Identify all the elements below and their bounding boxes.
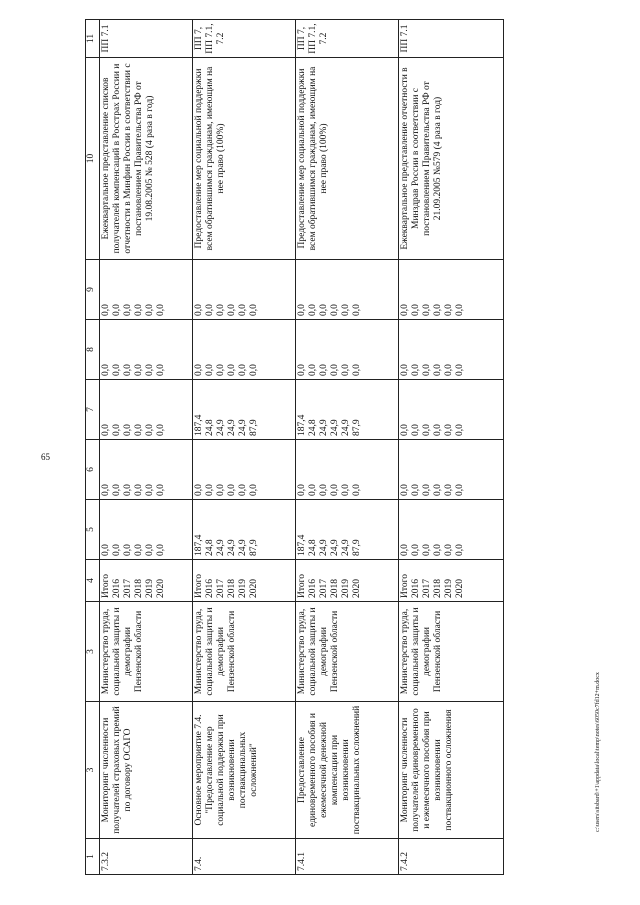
executor: Министерство труда, социальной защиты и демографии Пензенской области bbox=[296, 602, 399, 702]
rotated-table-area bbox=[85, 20, 610, 875]
activity-name: Предоставление единовременного пособия и ежемесячной денежной компенсации при возникновении поствакцинальных осложнений bbox=[296, 702, 399, 839]
table-row bbox=[296, 20, 399, 875]
indicator-link: ПП 7, ПП 7.1, 7.2 bbox=[193, 20, 296, 58]
header-cell: 3 bbox=[86, 702, 100, 839]
row-number: 7.3.2 bbox=[100, 839, 193, 875]
expected-result: Предоставление мер социальной поддержки всем обратившимся гражданам, имеющим на нее право (100%) bbox=[193, 58, 296, 260]
value-col-5: 0,0 0,0 0,0 0,0 0,0 0,0 bbox=[399, 500, 504, 560]
table-row bbox=[193, 20, 296, 875]
header-cell: 3 bbox=[86, 602, 100, 702]
years: Итого 2016 2017 2018 2019 2020 bbox=[193, 560, 296, 602]
activity-name: Мониторинг численности получателей единовременного и ежемесячного пособия при возникновении поствакционного осложнения bbox=[399, 702, 504, 839]
expected-result: Ежеквартальное представление списков получателей компенсаций в Росстрах России и отчетности в Минфин России в соответствии с постановлением Правительства РФ от 19.08.2005 № 528 (4 раза в год) bbox=[100, 58, 193, 260]
value-col-9: 0,0 0,0 0,0 0,0 0,0 0,0 bbox=[100, 260, 193, 320]
value-col-8: 0,0 0,0 0,0 0,0 0,0 0,0 bbox=[296, 320, 399, 380]
expected-result: Предоставление мер социальной поддержки всем обратившимся гражданам, имеющим на нее право (100%) bbox=[296, 58, 399, 260]
expected-result: Ежеквартальное представление отчетности в Минздрав России в соответствии с постановлением Правительства РФ от 21.09.2005 №579 (4 раза в год) bbox=[399, 58, 504, 260]
header-cell: 6 bbox=[86, 440, 100, 500]
years: Итого 2016 2017 2018 2019 2020 bbox=[296, 560, 399, 602]
value-col-7: 187,4 24,8 24,9 24,9 24,9 87,9 bbox=[296, 380, 399, 440]
header-cell: 8 bbox=[86, 320, 100, 380]
value-col-7: 187,4 24,8 24,9 24,9 24,9 87,9 bbox=[193, 380, 296, 440]
indicator-link: ПП 7.1 bbox=[399, 20, 504, 58]
header-cell: 10 bbox=[86, 58, 100, 260]
header-cell: 1 bbox=[86, 839, 100, 875]
file-path-text: c:\users\sitsbard\+1\appdata\local\temp\notes\6050c7fd12+m.docx bbox=[595, 672, 601, 832]
value-col-9: 0,0 0,0 0,0 0,0 0,0 0,0 bbox=[296, 260, 399, 320]
value-col-5: 187,4 24,8 24,9 24,9 24,9 87,9 bbox=[193, 500, 296, 560]
value-col-6: 0,0 0,0 0,0 0,0 0,0 0,0 bbox=[399, 440, 504, 500]
indicator-link: ПП 7, ПП 7.1, 7.2 bbox=[296, 20, 399, 58]
value-col-8: 0,0 0,0 0,0 0,0 0,0 0,0 bbox=[399, 320, 504, 380]
table-row bbox=[100, 20, 193, 875]
value-col-9: 0,0 0,0 0,0 0,0 0,0 0,0 bbox=[399, 260, 504, 320]
years: Итого 2016 2017 2018 2019 2020 bbox=[100, 560, 193, 602]
header-cell: 5 bbox=[86, 500, 100, 560]
header-cell: 9 bbox=[86, 260, 100, 320]
program-table bbox=[85, 19, 504, 875]
row-number: 7.4. bbox=[193, 839, 296, 875]
value-col-6: 0,0 0,0 0,0 0,0 0,0 0,0 bbox=[193, 440, 296, 500]
activity-name: Основное мероприятие 7.4. "Предоставление мер социальной поддержки при возникновении поствакцинальных осложнений" bbox=[193, 702, 296, 839]
activity-name: Мониторинг численности получателей страховых премий по договору ОСАГО bbox=[100, 702, 193, 839]
indicator-link: ПП 7.1 bbox=[100, 20, 193, 58]
table-row bbox=[399, 20, 504, 875]
header-cell: 7 bbox=[86, 380, 100, 440]
value-col-8: 0,0 0,0 0,0 0,0 0,0 0,0 bbox=[193, 320, 296, 380]
value-col-6: 0,0 0,0 0,0 0,0 0,0 0,0 bbox=[296, 440, 399, 500]
executor: Министерство труда, социальной защиты и демографии Пензенской области bbox=[193, 602, 296, 702]
page-number: 65 bbox=[41, 452, 50, 462]
header-cell: 4 bbox=[86, 560, 100, 602]
years: Итого 2016 2017 2018 2019 2020 bbox=[399, 560, 504, 602]
value-col-8: 0,0 0,0 0,0 0,0 0,0 0,0 bbox=[100, 320, 193, 380]
value-col-5: 0,0 0,0 0,0 0,0 0,0 0,0 bbox=[100, 500, 193, 560]
header-row bbox=[86, 20, 100, 875]
value-col-9: 0,0 0,0 0,0 0,0 0,0 0,0 bbox=[193, 260, 296, 320]
value-col-6: 0,0 0,0 0,0 0,0 0,0 0,0 bbox=[100, 440, 193, 500]
row-number: 7.4.1 bbox=[296, 839, 399, 875]
value-col-5: 187,4 24,8 24,9 24,9 24,9 87,9 bbox=[296, 500, 399, 560]
value-col-7: 0,0 0,0 0,0 0,0 0,0 0,0 bbox=[399, 380, 504, 440]
executor: Министерство труда, социальной защиты и демографии Пензенской области bbox=[100, 602, 193, 702]
header-cell: 11 bbox=[86, 20, 100, 58]
executor: Министерство труда, социальной защиты и демографии Пензенской области bbox=[399, 602, 504, 702]
value-col-7: 0,0 0,0 0,0 0,0 0,0 0,0 bbox=[100, 380, 193, 440]
row-number: 7.4.2 bbox=[399, 839, 504, 875]
